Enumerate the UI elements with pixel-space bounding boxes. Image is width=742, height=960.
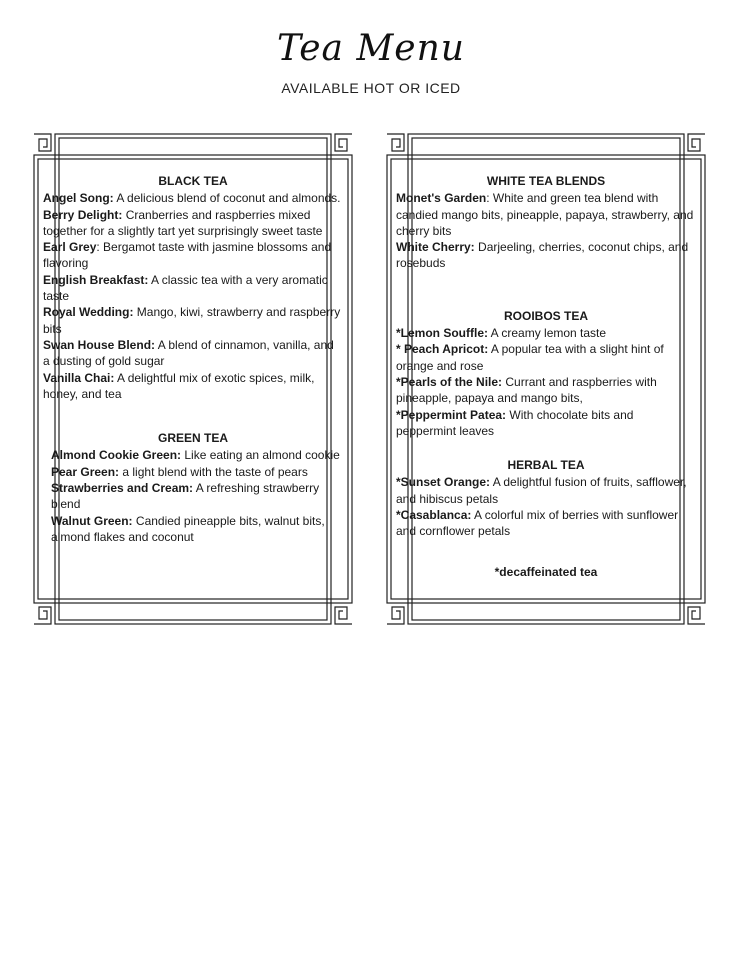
decaf-note: *decaffeinated tea (494, 564, 598, 579)
menu-item: English Breakfast: A classic tea with a very aromatic taste (43, 272, 328, 304)
menu-item: Strawberries and Cream: A refreshing strawberry blend (51, 481, 320, 512)
section-heading: WHITE TEA BLENDS (486, 174, 606, 188)
black-tea-section (43, 173, 343, 402)
rooibos-tea-section (396, 308, 696, 439)
menu-item: Berry Delight: Cranberries and raspberries mixed together for a slightly tart yet surprisingly sweet taste (43, 207, 323, 238)
white-tea-section (396, 173, 696, 272)
menu-subtitle: AVAILABLE HOT OR ICED (281, 80, 461, 96)
left-menu-panel (31, 131, 355, 627)
menu-item: *Lemon Souffle: A creamy lemon taste (396, 326, 607, 341)
menu-item: Royal Wedding: Mango, kiwi, strawberry and raspberry bits (43, 305, 341, 336)
menu-item: Vanilla Chai: A delightful mix of exotic spices, milk, honey, and tea (43, 370, 315, 401)
section-heading: HERBAL TEA (507, 458, 585, 473)
menu-title: Tea Menu (277, 28, 465, 69)
menu-item: Swan House Blend: A blend of cinnamon, vanilla, and a dusting of gold sugar (43, 337, 334, 369)
menu-item: Almond Cookie Green: Like eating an almond cookie (51, 448, 340, 463)
green-tea-section (43, 430, 343, 545)
menu-item: *Pearls of the Nile: Currant and raspberries with pineapple, papaya and mango bits, (396, 374, 657, 406)
herbal-tea-section (396, 457, 696, 539)
menu-item: *Casablanca: A colorful mix of berries with sunflower and cornflower petals (396, 508, 679, 539)
section-heading: GREEN TEA (157, 431, 228, 446)
menu-item: White Cherry: Darjeeling, cherries, coconut chips, and rosebuds (396, 240, 689, 271)
menu-item: *Peppermint Patea: With chocolate bits and peppermint leaves (396, 407, 634, 438)
section-heading: BLACK TEA (158, 174, 228, 188)
menu-item: Earl Grey: Bergamot taste with jasmine blossoms and flavoring (43, 240, 332, 271)
menu-item: Walnut Green: Candied pineapple bits, walnut bits, almond flakes and coconut (51, 513, 325, 544)
menu-item: Angel Song: A delicious blend of coconut and almonds. (43, 191, 341, 206)
menu-item: Monet's Garden: White and green tea blend with candied mango bits, pineapple, papaya, strawberry, and cherry bits (396, 191, 694, 238)
right-menu-panel (384, 131, 708, 627)
section-heading: ROOIBOS TEA (503, 308, 588, 323)
menu-item: * Peach Apricot: A popular tea with a slight hint of orange and rose (396, 342, 664, 373)
menu-item: *Sunset Orange: A delightful fusion of fruits, safflower, and hibiscus petals (396, 475, 687, 506)
menu-item: Pear Green: a light blend with the taste of pears (51, 464, 308, 479)
